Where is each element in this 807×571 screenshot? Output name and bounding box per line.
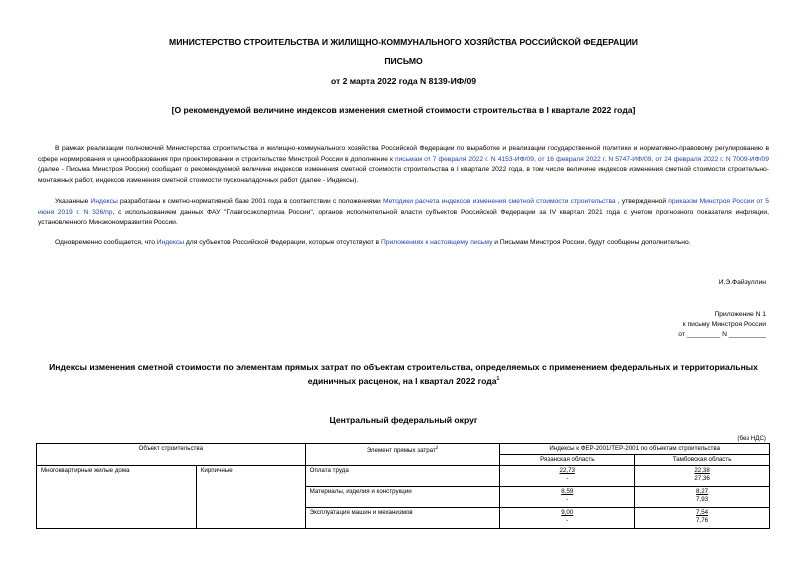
- cell-region-2: [635, 487, 770, 508]
- p3-text-3: и Письмам Минстроя России, будут сообщены дополнительно.: [492, 239, 691, 246]
- value-bottom: -: [566, 474, 569, 482]
- order-link[interactable]: приказом Минстроя России от 5 июня 2019 г. N 326/пр: [38, 198, 769, 216]
- table-row: [37, 466, 770, 487]
- letters-link[interactable]: письмам от 7 февраля 2022 г. N 4153-ИФ/09, от 16 февраля 2022 г. N 5747-ИФ/09, от 24 февраля 2022 г. N 7009-ИФ/09: [394, 155, 769, 163]
- p2-text-3: , утвержденной: [615, 198, 669, 205]
- cell-region-2: [635, 466, 770, 487]
- date-number-heading: от 2 марта 2022 года N 8139-ИФ/09: [330, 76, 477, 86]
- p1-text-1: В рамках реализации полномочий Министерства строительства и жилищно-коммунального хозяйства Российской Федерации по выработке и реализации государственной политики и нормативно-правовому регулированию в сфере нормирования и ценообразования при проектировании и строительстве Минстрой России в дополнение к: [38, 145, 769, 163]
- paragraph-2: [38, 197, 769, 229]
- cell-object: Многоквартирные жилые дома: [37, 466, 197, 529]
- cell-region-1: [500, 508, 635, 529]
- value-bottom: 27,36: [694, 474, 710, 482]
- header-element: [305, 444, 500, 466]
- value-top: 9,00: [561, 509, 574, 516]
- appendix-line-3: от _________ N __________: [678, 331, 766, 338]
- cell-element: Эксплуатация машин и механизмов: [305, 508, 500, 529]
- header-indices: Индексы к ФЕР-2001/ТЕР-2001 по объектам строительства: [500, 444, 770, 455]
- p2-text-1: Указанные: [55, 198, 91, 205]
- doc-type-heading: ПИСЬМО: [384, 56, 423, 66]
- ministry-heading: МИНИСТЕРСТВО СТРОИТЕЛЬСТВА И ЖИЛИЩНО-КОММУНАЛЬНОГО ХОЗЯЙСТВА РОССИЙСКОЙ ФЕДЕРАЦИИ: [169, 37, 638, 47]
- cell-subtype: Кирпичные: [196, 466, 305, 529]
- header-element-footnote-mark: 2: [435, 445, 439, 450]
- appendices-link[interactable]: Приложениях к настоящему письму: [381, 239, 493, 246]
- value-top: 8,27: [696, 488, 709, 495]
- cell-element: Материалы, изделия и конструкции: [305, 487, 500, 508]
- cell-region-1: [500, 466, 635, 487]
- value-top: 7,54: [696, 509, 709, 516]
- indices-link[interactable]: Индексы: [90, 198, 118, 205]
- header-element-text: Элемент прямых затрат: [366, 447, 436, 455]
- appendix-line-1: Приложение N 1: [714, 311, 766, 318]
- table-title: [40, 362, 767, 387]
- header-region-1: Рязанская область: [500, 455, 635, 466]
- header-region-2: Тамбовская область: [635, 455, 770, 466]
- p3-text-2: для субъектов Российской Федерации, которые отсутствуют в: [184, 239, 381, 246]
- paragraph-1: [38, 144, 769, 186]
- appendix-line-2: к письму Минстроя России: [682, 321, 766, 328]
- p1-text-2: (далее - Письма Минстроя России) сообщает о рекомендуемой величине индексов изменения сметной стоимости строительства в I квартале 2022 года, в том числе величине индексов изменения сметной стоимости строительно-монтажных работ, индексов изменения сметной стоимости пусконаладочных работ (далее - Индексы).: [38, 166, 769, 184]
- value-top: 8,59: [561, 488, 574, 495]
- value-bottom: -: [566, 516, 569, 524]
- value-bottom: -: [566, 495, 569, 503]
- methodology-link[interactable]: Методики расчета индексов изменения сметной стоимости строительства: [382, 198, 616, 205]
- table-title-footnote-mark: 1: [496, 375, 500, 382]
- indices-link-2[interactable]: Индексы: [156, 239, 185, 246]
- cell-element: Оплата труда: [305, 466, 500, 487]
- district-heading: Центральный федеральный округ: [329, 415, 478, 425]
- table-title-text: Индексы изменения сметной стоимости по элементам прямых затрат по объектам строительства, определяемых с применением федеральных и территориальных единичных расценок, на I квартал 2022 года: [49, 362, 758, 386]
- header-object: Объект строительства: [37, 444, 306, 466]
- value-bottom: 7,93: [696, 495, 709, 503]
- table-header-row: [37, 444, 770, 455]
- p3-text-1: Одновременно сообщается, что: [55, 239, 157, 246]
- p2-text-4: , с использованием данных ФАУ "Главгосэкспертиза России", органов исполнительной власти субъектов Российской Федерации за IV квартал 2021 года с учетом прогнозного показателя инфляции, установленного Минэкономразвития России.: [38, 208, 769, 227]
- vat-note: (без НДС): [737, 435, 766, 442]
- p2-text-2: разработаны к сметно-нормативной базе 2001 года в соответствии с положениями: [117, 198, 383, 205]
- document-title: [О рекомендуемой величине индексов изменения сметной стоимости строительства в I квартале 2022 года]: [171, 105, 636, 115]
- value-bottom: 7,76: [696, 516, 709, 524]
- value-top: 22,38: [694, 467, 710, 474]
- cell-region-2: [635, 508, 770, 529]
- signature: И.Э.Файзуллин: [718, 279, 766, 286]
- paragraph-3: [38, 238, 769, 249]
- indices-table: [36, 443, 770, 529]
- value-top: 22,73: [559, 467, 575, 474]
- cell-region-1: [500, 487, 635, 508]
